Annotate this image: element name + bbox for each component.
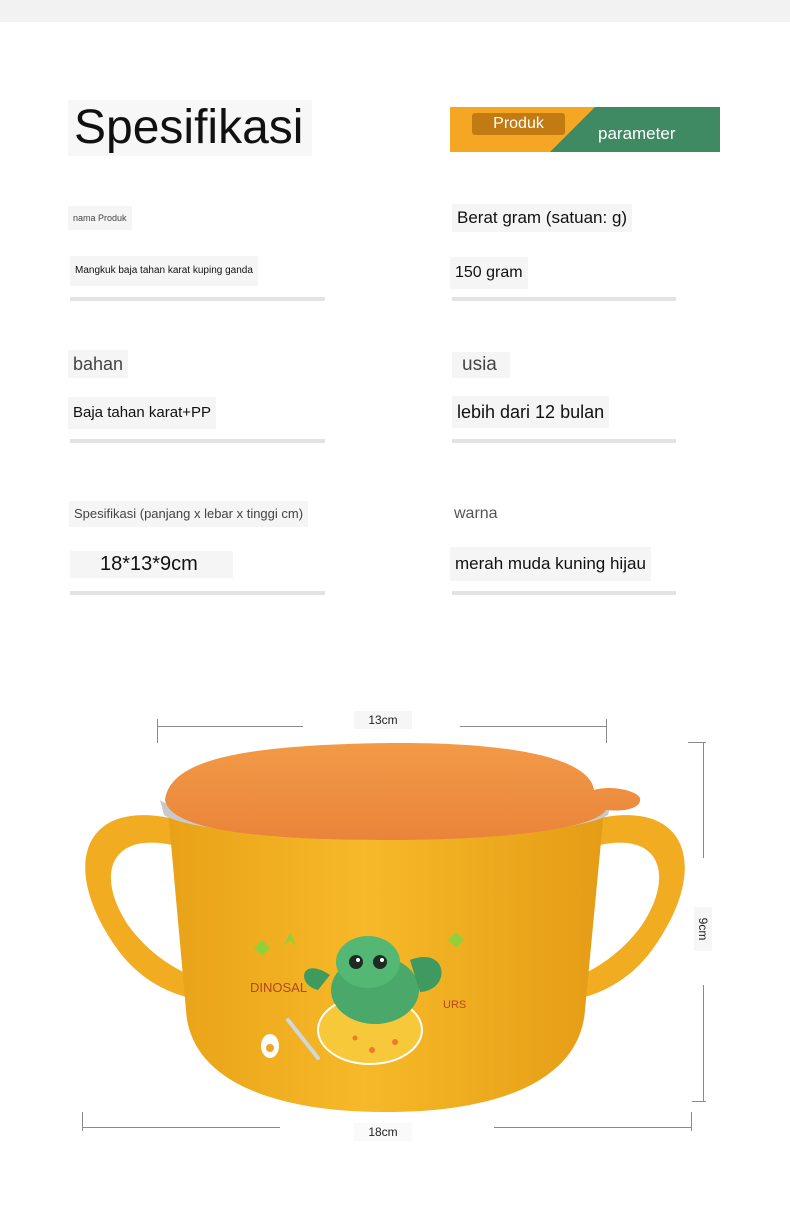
page-title: Spesifikasi [68, 100, 312, 156]
color-value: merah muda kuning hijau [450, 547, 651, 581]
print-text-left: DINOSAL [250, 980, 308, 995]
age-value: lebih dari 12 bulan [452, 396, 609, 428]
dino-head [336, 936, 400, 988]
size-label: Spesifikasi (panjang x lebar x tinggi cm) [69, 501, 308, 527]
dino-eye-right [373, 955, 387, 969]
badge-produk: Produk [493, 115, 544, 132]
age-label: usia [452, 352, 510, 378]
name-value: Mangkuk baja tahan karat kuping ganda [70, 256, 258, 286]
name-label: nama Produk [68, 206, 132, 230]
weight-label: Berat gram (satuan: g) [452, 204, 632, 232]
material-value: Baja tahan karat+PP [68, 397, 216, 429]
material-label: bahan [68, 350, 128, 378]
size-value: 18*13*9cm [70, 551, 233, 578]
print-text-right: URS [443, 999, 467, 1011]
dim-bottom-label: 18cm [354, 1123, 412, 1141]
bowl-lid [165, 743, 640, 840]
dim-side-label: 9cm [694, 907, 712, 951]
dino-eye-left [349, 955, 363, 969]
weight-value: 150 gram [450, 257, 528, 289]
color-label: warna [449, 500, 503, 528]
badge-parameter: parameter [598, 124, 676, 143]
dim-top-label: 13cm [354, 711, 412, 729]
